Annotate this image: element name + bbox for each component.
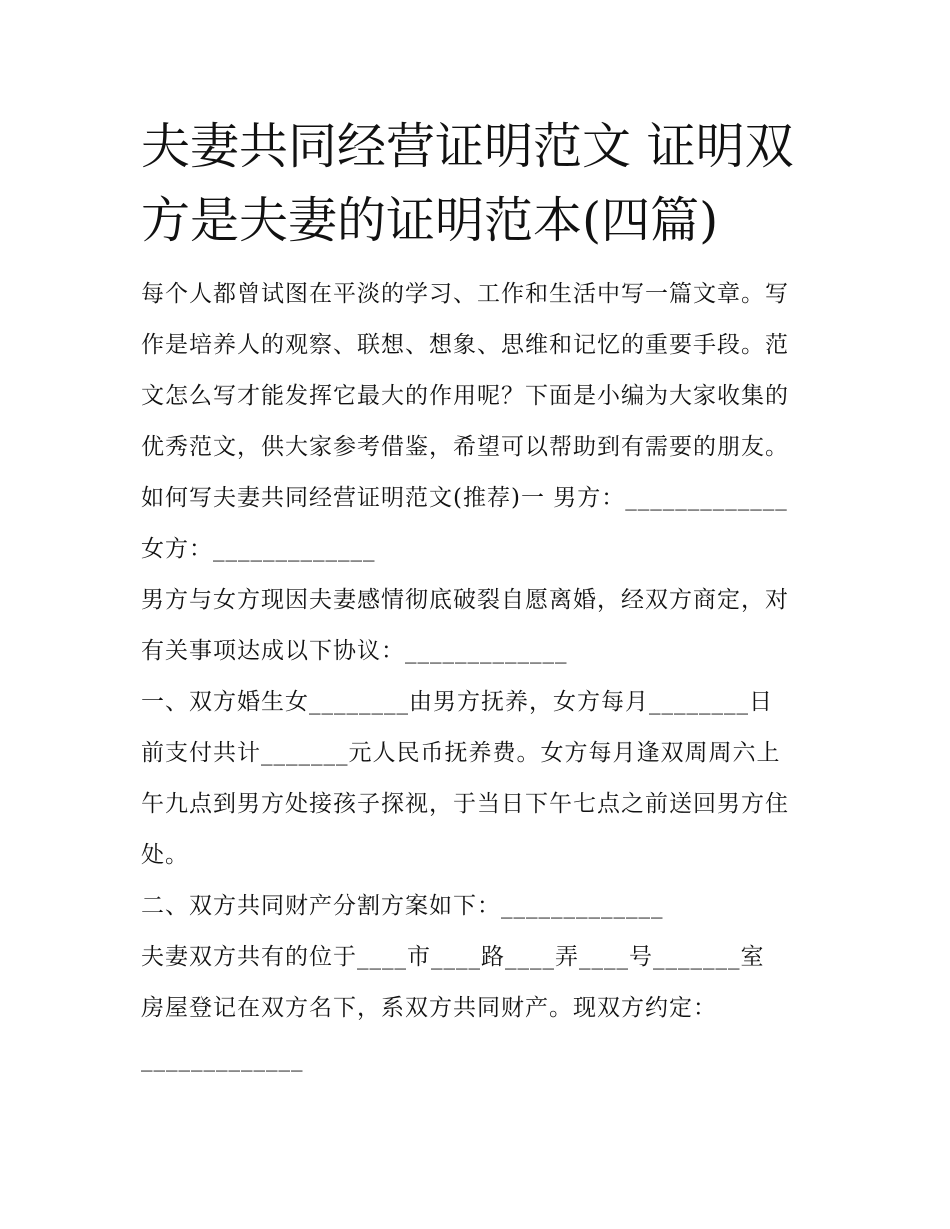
body-line: 二、双方共同财产分割方案如下：_____________ <box>141 893 664 919</box>
body-line: 如何写夫妻共同经营证明范文(推荐)一 男方：_____________ <box>141 485 788 511</box>
body-line: 前支付共计_______元人民币抚养费。女方每月逢双周周六上 <box>141 740 781 766</box>
body-line: 房屋登记在双方名下，系双方共同财产。现双方约定： <box>141 995 717 1021</box>
body-line: 文怎么写才能发挥它最大的作用呢？下面是小编为大家收集的 <box>141 383 789 409</box>
body-line: 每个人都曾试图在平淡的学习、工作和生活中写一篇文章。写 <box>141 281 789 307</box>
body-line: 夫妻双方共有的位于____市____路____弄____号_______室 <box>141 944 765 970</box>
body-line: 午九点到男方处接孩子探视，于当日下午七点之前送回男方住 <box>141 791 789 817</box>
title-line-2: 方是夫妻的证明范本(四篇) <box>141 192 719 249</box>
body-line: 一、双方婚生女________由男方抚养，女方每月________日 <box>141 689 773 715</box>
document-body <box>141 269 821 1085</box>
body-line: 女方：_____________ <box>141 536 376 562</box>
title-line-1: 夫妻共同经营证明范文 证明双 <box>141 118 794 175</box>
document-title <box>141 110 821 258</box>
body-line: 作是培养人的观察、联想、想象、思维和记忆的重要手段。范 <box>141 332 789 358</box>
document-page <box>141 110 821 1085</box>
body-line: _____________ <box>141 1046 304 1072</box>
body-line: 男方与女方现因夫妻感情彻底破裂自愿离婚，经双方商定，对 <box>141 587 789 613</box>
body-line: 有关事项达成以下协议：_____________ <box>141 638 568 664</box>
body-line: 优秀范文，供大家参考借鉴，希望可以帮助到有需要的朋友。 <box>141 434 789 460</box>
body-line: 处。 <box>141 842 189 868</box>
